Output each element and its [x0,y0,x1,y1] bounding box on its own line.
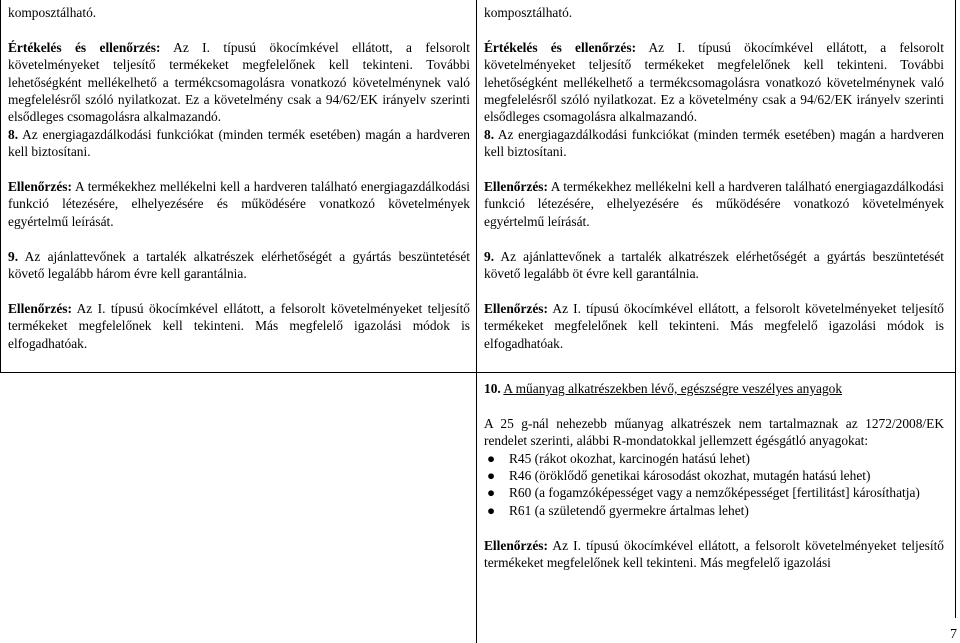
item-10-section [484,380,944,571]
list-item: ● R45 (rákot okozhat, karcinogén hatású lehet) [487,450,750,466]
right-evaluation: Értékelés és ellenőrzés: Az I. típusú ökocímkével ellátott, a felsorolt követelményeket teljesítő termékeket megfelelőnek kell tekinteni. További lehetőségként mellékelhető a termékcsomagolásra vonatkozó követelménynek való megfelelésről szóló nyilatkozat. Ez a követelmény csak a 94/62/EK irányelv szerinti elsődleges csomagolásra alkalmazandó. [484,39,944,125]
right-item-8: 8. Az energiagazdálkodási funkciókat (minden termék esetében) magán a hardveren kell biztosítani. [484,126,944,160]
bullet-icon: ● [487,468,496,484]
bullet-icon: ● [487,485,496,501]
right-check-8: Ellenőrzés: A termékekhez mellékelni kell a hardveren található energiagazdálkodási funkció létezésére, elhelyezésére és működésére vonatkozó követelmények egyértelmű leírását. [484,179,944,229]
right-check-9: Ellenőrzés: Az I. típusú ökocímkével ellátott, a felsorolt követelményeket teljesítő termékeket megfelelőnek kell tekinteni. Más megfelelő igazolási módok is elfogadhatóak. [484,300,944,351]
item-10-intro: A 25 g-nál nehezebb műanyag alkatrészek nem tartalmaznak az 1272/2008/EK rendelet szerinti, alábbi R-mondatokkal jellemzett égésgátló anyagokat: [484,415,944,449]
left-check-8: Ellenőrzés: A termékekhez mellékelni kell a hardveren található energiagazdálkodási funkció létezésére, elhelyezésére és működésére vonatkozó követelmények egyértelmű leírását. [8,179,470,229]
list-item: ● R61 (a születendő gyermekre ártalmas lehet) [487,502,749,518]
middle-divider [476,0,477,643]
bullet-icon: ● [487,450,496,466]
row-divider [0,372,956,373]
left-column [8,4,470,352]
left-item-9: 9. Az ajánlattevőnek a tartalék alkatrészek elérhetőségét a gyártás beszüntetését követő legalább három évre kell garantálnia. [8,248,470,282]
item-10-heading: 10. A műanyag alkatrészekben lévő, egészségre veszélyes anyagok [484,381,843,396]
right-column [484,4,944,352]
right-item-9: 9. Az ajánlattevőnek a tartalék alkatrészek elérhetőségét a gyártás beszüntetését követő legalább öt évre kell garantálnia. [484,248,944,282]
r-phrase-list [484,450,944,520]
left-check-9: Ellenőrzés: Az I. típusú ökocímkével ellátott, a felsorolt követelményeket teljesítő termékeket megfelelőnek kell tekinteni. Más megfelelő igazolási módok is elfogadhatóak. [8,300,470,351]
list-item: ● R60 (a fogamzóképességet vagy a nemzőképességet [fertilitást] károsíthatja) [487,485,920,501]
left-item-8: 8. Az energiagazdálkodási funkciókat (minden termék esetében) magán a hardveren kell biztosítani. [8,126,470,160]
list-item: ● R46 (öröklődő genetikai károsodást okozhat, mutagén hatású lehet) [487,468,871,484]
left-border [0,0,1,373]
item-10-check: Ellenőrzés: Az I. típusú ökocímkével ellátott, a felsorolt követelményeket teljesítő termékeket megfelelőnek kell tekinteni. Más megfelelő igazolási [484,537,944,571]
left-evaluation: Értékelés és ellenőrzés: Az I. típusú ökocímkével ellátott, a felsorolt követelményeket teljesítő termékeket megfelelőnek kell tekinteni. További lehetőségként mellékelhető a termékcsomagolásra vonatkozó követelménynek való megfelelésről szóló nyilatkozat. Ez a követelmény csak a 94/62/EK irányelv szerinti elsődleges csomagolásra alkalmazandó. [8,39,470,125]
page-number: 7 [950,627,957,642]
right-intro: komposztálható. [484,5,573,20]
right-border [955,0,956,618]
bullet-icon: ● [487,502,496,518]
left-intro: komposztálható. [8,5,97,20]
